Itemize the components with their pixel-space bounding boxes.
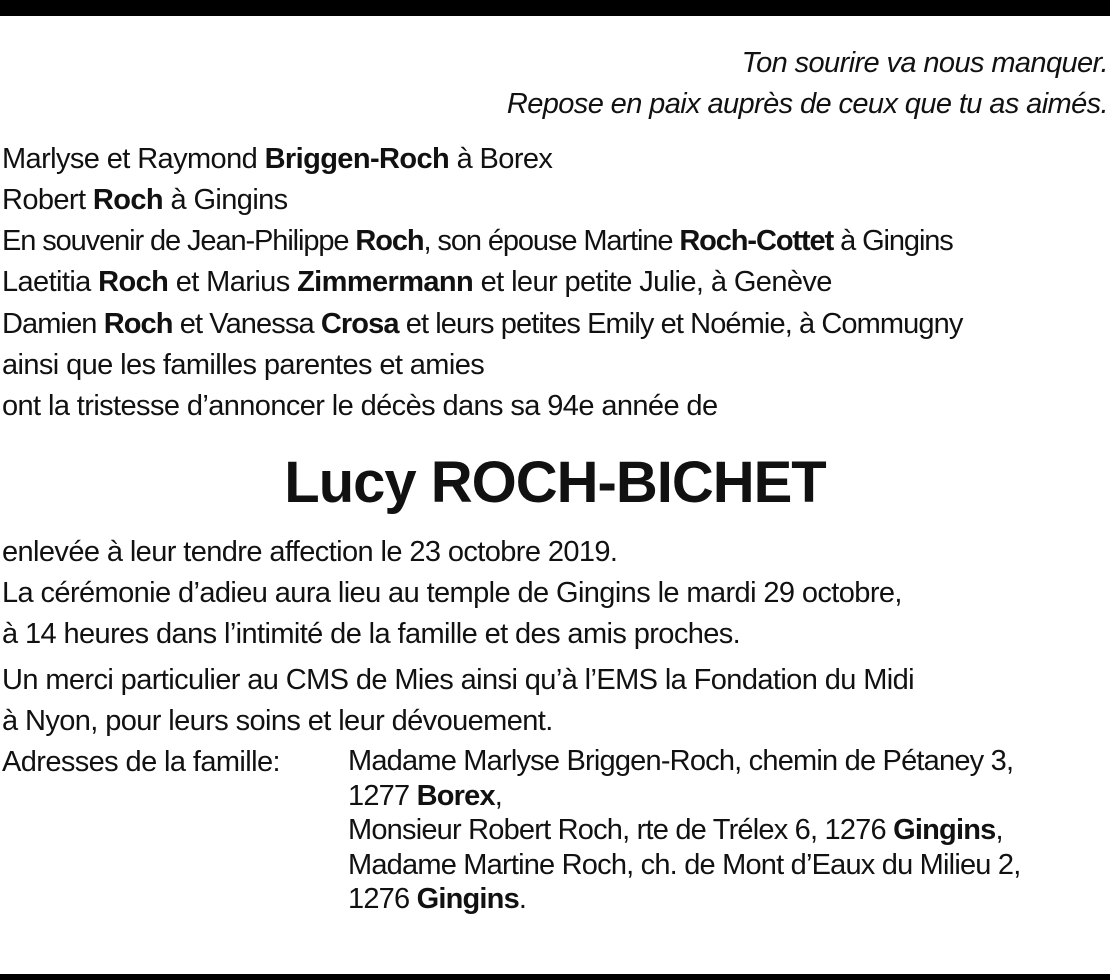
bottom-rule	[0, 974, 1110, 980]
address-line: Madame Martine Roch, ch. de Mont d’Eaux du Milieu 2,	[348, 848, 1021, 881]
addresses-block	[348, 744, 1020, 917]
family-line: Marlyse et Raymond Briggen-Roch à Borex	[2, 143, 553, 175]
body-line: La cérémonie d’adieu aura lieu au temple de Gingins le mardi 29 octobre,	[2, 577, 902, 609]
deceased-name: Lucy ROCH-BICHET	[284, 450, 826, 515]
family-line: Robert Roch à Gingins	[2, 184, 288, 216]
quote-line-1: Ton sourire va nous manquer.	[741, 47, 1108, 79]
body-line: enlevée à leur tendre affection le 23 octobre 2019.	[2, 536, 618, 568]
quote-line-2: Repose en paix auprès de ceux que tu as aimés.	[506, 88, 1108, 120]
body-line: à 14 heures dans l’intimité de la famille et des amis proches.	[2, 618, 741, 650]
family-line: Damien Roch et Vanessa Crosa et leurs petites Emily et Noémie, à Commugny	[2, 308, 963, 340]
family-line: En souvenir de Jean-Philippe Roch, son épouse Martine Roch-Cottet à Gingins	[2, 225, 953, 257]
address-line: 1276 Gingins.	[348, 883, 527, 915]
addresses-label: Adresses de la famille:	[2, 746, 280, 778]
address-line: Monsieur Robert Roch, rte de Trélex 6, 1276 Gingins,	[348, 814, 1003, 846]
top-rule	[0, 0, 1110, 16]
family-line: ainsi que les familles parentes et amies	[2, 349, 485, 381]
announcement-line: ont la tristesse d’annoncer le décès dans sa 94e année de	[2, 390, 718, 422]
address-line: 1277 Borex,	[348, 779, 503, 812]
family-line: Laetitia Roch et Marius Zimmermann et leur petite Julie, à Genève	[2, 266, 832, 298]
body-line: à Nyon, pour leurs soins et leur dévouement.	[2, 705, 553, 737]
body-line: Un merci particulier au CMS de Mies ainsi qu’à l’EMS la Fondation du Midi	[2, 664, 914, 696]
address-line: Madame Marlyse Briggen-Roch, chemin de Pétaney 3,	[348, 745, 1014, 777]
